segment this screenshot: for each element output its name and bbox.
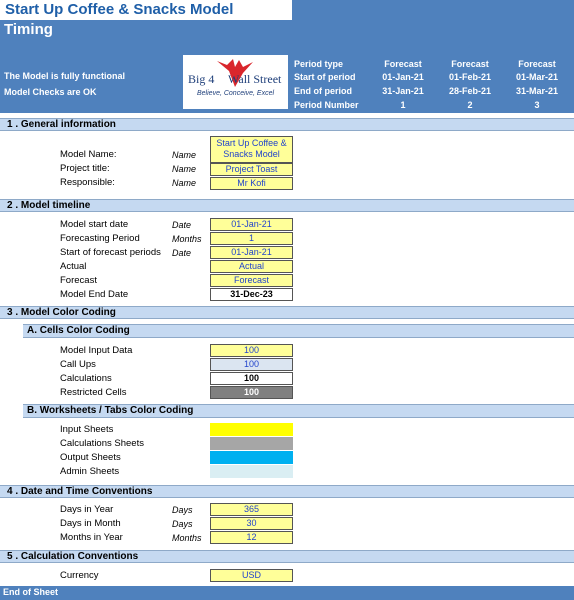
days-in-year-unit: Days (172, 505, 193, 515)
section-timeline: 2 . Model timeline (0, 199, 574, 212)
logo-text-b: Wall Street (228, 72, 282, 86)
row-label-number: Period Number (294, 100, 359, 110)
sheets-output-swatch (210, 451, 293, 464)
page-subtitle: Timing (4, 21, 53, 38)
actual-input[interactable]: Actual (210, 260, 293, 273)
period-1-type: Forecast (384, 59, 422, 69)
logo (183, 55, 288, 109)
sheets-output-label: Output Sheets (60, 452, 121, 463)
period-2-number: 2 (467, 100, 473, 110)
footer-band (0, 586, 574, 600)
cells-restricted-label: Restricted Cells (60, 387, 127, 398)
page-title: Start Up Coffee & Snacks Model (0, 0, 292, 20)
model-name-value-line2: Snacks Model (223, 149, 280, 159)
cells-callup-sample: 100 (210, 358, 293, 371)
logo-text-a: Big 4 (188, 72, 215, 86)
responsible-label: Responsible: (60, 177, 115, 188)
end-of-sheet: End of Sheet (3, 587, 59, 597)
sheets-admin-label: Admin Sheets (60, 466, 120, 477)
status-functional: The Model is fully functional (4, 71, 126, 81)
status-checks: Model Checks are OK (4, 87, 97, 97)
period-3-type: Forecast (518, 59, 556, 69)
logo-tagline: Believe, Conceive, Excel (197, 90, 275, 97)
section-calc-conventions: 5 . Calculation Conventions (0, 550, 574, 563)
section-general: 1 . General information (0, 118, 574, 131)
timeline-label-forecast-period: Forecasting Period (60, 233, 140, 244)
months-in-year-label: Months in Year (60, 532, 123, 543)
currency-input[interactable]: USD (210, 569, 293, 582)
period-2-end: 28-Feb-21 (448, 86, 492, 96)
cells-calc-label: Calculations (60, 373, 112, 384)
days-in-year-label: Days in Year (60, 504, 114, 515)
timeline-label-start-date: Model start date (60, 219, 129, 230)
project-title-unit: Name (172, 164, 197, 174)
cells-restricted-sample: 100 (210, 386, 293, 399)
responsible-input[interactable]: Mr Kofi (210, 177, 293, 190)
period-2-type: Forecast (451, 59, 489, 69)
row-label-start: Start of period (294, 72, 356, 82)
model-name-value-line1: Start Up Coffee & (216, 138, 287, 148)
sheets-calc-label: Calculations Sheets (60, 438, 144, 449)
forecasting-period-input[interactable]: 1 (210, 232, 293, 245)
period-3-start: 01-Mar-21 (515, 72, 559, 82)
period-2-start: 01-Feb-21 (448, 72, 492, 82)
timeline-unit-forecast-start: Date (172, 248, 192, 258)
project-title-input[interactable]: Project Toast (210, 163, 293, 176)
sheets-admin-swatch (210, 465, 293, 478)
months-in-year-unit: Months (172, 533, 202, 543)
period-1-number: 1 (400, 100, 406, 110)
period-1-end: 31-Jan-21 (382, 86, 424, 96)
timeline-unit-forecast-period: Months (172, 234, 202, 244)
timeline-unit-start-date: Date (172, 220, 192, 230)
row-label-end: End of period (294, 86, 352, 96)
forecast-input[interactable]: Forecast (210, 274, 293, 287)
model-name-label: Model Name: (60, 149, 117, 160)
currency-label: Currency (60, 570, 99, 581)
cells-callup-label: Call Ups (60, 359, 96, 370)
days-in-month-label: Days in Month (60, 518, 121, 529)
period-1-start: 01-Jan-21 (382, 72, 424, 82)
days-in-year-input[interactable]: 365 (210, 503, 293, 516)
sheets-input-label: Input Sheets (60, 424, 114, 435)
timeline-label-actual: Actual (60, 261, 87, 272)
timeline-label-end-date: Model End Date (60, 289, 129, 300)
model-end-date-value: 31-Dec-23 (210, 288, 293, 301)
months-in-year-input[interactable]: 12 (210, 531, 293, 544)
timeline-label-forecast: Forecast (60, 275, 97, 286)
days-in-month-input[interactable]: 30 (210, 517, 293, 530)
forecast-start-input[interactable]: 01-Jan-21 (210, 246, 293, 259)
days-in-month-unit: Days (172, 519, 193, 529)
project-title-label: Project title: (60, 163, 110, 174)
cells-calc-sample: 100 (210, 372, 293, 385)
timeline-label-forecast-start: Start of forecast periods (60, 247, 161, 258)
section-color-coding: 3 . Model Color Coding (0, 306, 574, 319)
subsection-cells-coding: A. Cells Color Coding (23, 324, 574, 338)
cells-input-sample[interactable]: 100 (210, 344, 293, 357)
section-date-time: 4 . Date and Time Conventions (0, 485, 574, 498)
period-3-end: 31-Mar-21 (515, 86, 559, 96)
row-label-period-type: Period type (294, 59, 344, 69)
cells-input-label: Model Input Data (60, 345, 133, 356)
model-name-input[interactable] (210, 136, 293, 163)
responsible-unit: Name (172, 178, 197, 188)
model-name-unit: Name (172, 150, 197, 160)
sheets-calc-swatch (210, 437, 293, 450)
period-3-number: 3 (534, 100, 540, 110)
model-start-date-input[interactable]: 01-Jan-21 (210, 218, 293, 231)
sheets-input-swatch (210, 423, 293, 436)
subsection-sheets-coding: B. Worksheets / Tabs Color Coding (23, 404, 574, 418)
